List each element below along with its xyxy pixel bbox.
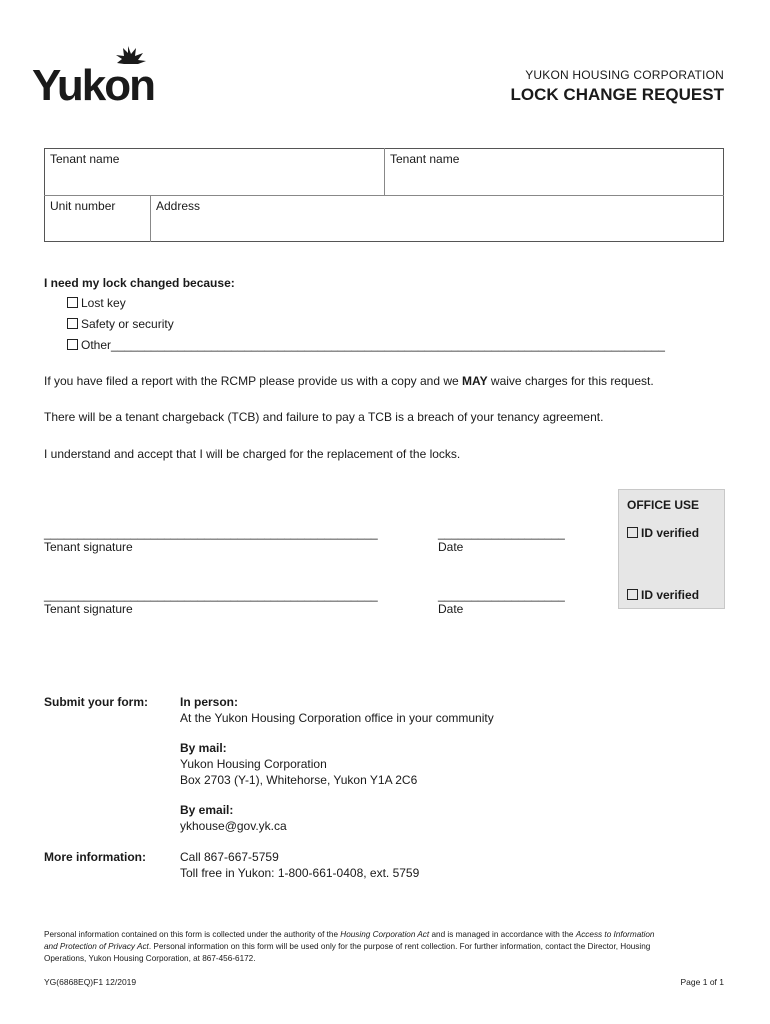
mail-line-2: Box 2703 (Y-1), Whitehorse, Yukon Y1A 2C6 [180,773,418,787]
privacy-act-name: and Protection of Privacy Act [44,942,149,951]
submit-label: Submit your form: [44,695,148,709]
unit-number-field[interactable]: Unit number [50,199,116,213]
table-divider [150,195,151,242]
table-divider [384,148,385,195]
office-use-heading: OFFICE USE [627,498,700,512]
logo-wordmark: Yukon [32,61,155,106]
privacy-text: Personal information contained on this form is collected under the authority of the [44,930,341,939]
rcmp-paragraph [44,374,654,388]
id-verified-1[interactable] [627,526,699,540]
id-verified-checkbox[interactable] [627,527,638,538]
tenant-name-field-2[interactable]: Tenant name [390,152,460,166]
email-link[interactable]: ykhouse@gov.yk.ca [180,819,287,833]
option-lost-key[interactable] [67,296,126,310]
id-verified-label: ID verified [641,588,700,602]
accept-paragraph: I understand and accept that I will be charged for the replacement of the locks. [44,447,461,461]
page-title: LOCK CHANGE REQUEST [510,85,724,104]
date-line-1[interactable]: ___________________ [438,526,565,540]
page-number: Page 1 of 1 [680,977,724,987]
table-divider [44,195,724,196]
address-field[interactable]: Address [156,199,201,213]
privacy-line-3: Operations, Yukon Housing Corporation, at 867-456-6172. [44,954,256,963]
privacy-text: and is managed in accordance with the [429,930,576,939]
privacy-line-1 [44,929,734,941]
id-verified-label: ID verified [641,526,700,540]
option-safety[interactable] [67,317,174,331]
more-info-label: More information: [44,850,146,864]
mail-heading: By mail: [180,741,227,755]
option-other[interactable] [67,338,665,352]
mail-line-1: Yukon Housing Corporation [180,757,327,771]
signature-line-2[interactable]: __________________________________________________ [44,588,378,602]
date-line-2[interactable]: ___________________ [438,588,565,602]
other-input-line[interactable]: ___________________________________________________________________________________ [111,338,665,352]
privacy-text: . Personal information on this form will be used only for the purpose of rent collection. For further information, contact the Director, Housing [148,942,651,951]
signature-line-1[interactable]: __________________________________________________ [44,526,378,540]
privacy-act-name: Housing Corporation Act [340,930,430,939]
form-code: YG(6868EQ)F1 12/2019 [44,977,137,987]
privacy-act-name: Access to Information [575,930,655,939]
email-heading: By email: [180,803,234,817]
lost-key-checkbox[interactable] [67,297,78,308]
yukon-logo-graphic [32,44,172,106]
tenant-name-field-1[interactable]: Tenant name [50,152,120,166]
rcmp-emphasis: MAY [462,374,488,388]
rcmp-text: If you have filed a report with the RCMP please provide us with a copy and we [44,374,463,388]
in-person-text: At the Yukon Housing Corporation office in your community [180,711,494,725]
privacy-line-2 [44,941,734,953]
other-checkbox[interactable] [67,339,78,350]
option-label: Other [81,338,112,352]
rcmp-text-end: waive charges for this request. [487,374,654,388]
phone-number: Call 867-667-5759 [180,850,279,864]
yukon-logo [32,44,172,106]
option-label: Lost key [81,296,126,310]
reason-heading: I need my lock changed because: [44,276,235,290]
tenant-signature-label: Tenant signature [44,540,133,554]
date-label: Date [438,602,464,616]
toll-free-number: Toll free in Yukon: 1-800-661-0408, ext. 5759 [180,866,420,880]
id-verified-checkbox[interactable] [627,589,638,600]
organization-name: YUKON HOUSING CORPORATION [525,68,724,82]
id-verified-2[interactable] [627,588,699,602]
option-label: Safety or security [81,317,174,331]
safety-checkbox[interactable] [67,318,78,329]
privacy-statement [44,929,734,965]
date-label: Date [438,540,464,554]
tcb-paragraph: There will be a tenant chargeback (TCB) and failure to pay a TCB is a breach of your tenancy agreement. [44,410,604,424]
tenant-signature-label: Tenant signature [44,602,133,616]
in-person-heading: In person: [180,695,239,709]
